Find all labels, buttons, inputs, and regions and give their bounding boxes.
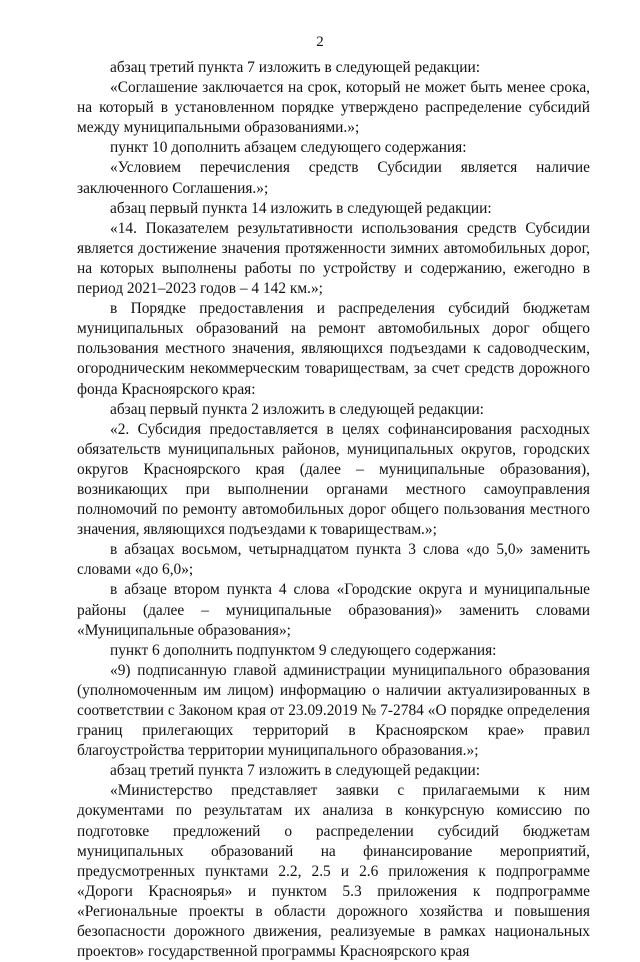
paragraph-5: абзац первый пункта 14 изложить в следующей редакции: — [110, 199, 492, 217]
paragraph-2: «Соглашение заключается на срок, который не может быть менее срока, на который в установленном порядке утверждено распределение субсидий между муниципальными образованиями.»; — [77, 79, 590, 137]
paragraph-11: в абзаце втором пункта 4 слова «Городские округа и муниципальные районы (далее – муниципальные образования)» заменить словами «Муниципальные образования»; — [77, 581, 590, 639]
paragraph-7: в Порядке предоставления и распределения субсидий бюджетам муниципальных образований на ремонт автомобильных дорог общего пользования местного значения, являющихся подъездами к садоводческим, огородническим некоммерческим товариществам, за счет средств дорожного фонда Красноярского края: — [77, 300, 590, 398]
paragraph-3: пункт 10 дополнить абзацем следующего содержания: — [110, 139, 467, 157]
paragraph-13: «9) подписанную главой администрации муниципального образования (уполномоченным им лицом) информацию о наличии актуализированных в соответствии с Законом края от 23.09.2019 № 7-2784 «О порядке определения границ прилегающих территорий в Красноярском крае» правил благоустройства территории муниципального образования.»; — [77, 661, 590, 760]
paragraph-14: абзац третий пункта 7 изложить в следующей редакции: — [110, 762, 480, 780]
paragraph-9: «2. Субсидия предоставляется в целях софинансирования расходных обязательств муниципальных районов, муниципальных округов, городских округов Красноярского края (далее – муниципальные образования), возникающих при выполнении органами местного самоуправления полномочий по ремонту автомобильных дорог общего пользования местного значения, являющихся подъездами к товариществам.»; — [77, 420, 590, 539]
paragraph-6: «14. Показателем результативности использования средств Субсидии является достижение значения протяженности зимних автомобильных дорог, на которых выполнены работы по устройству и содержанию, ежегодно в период 2021–2023 годов – 4 142 км.»; — [77, 219, 590, 298]
document-body — [77, 58, 590, 962]
paragraph-8: абзац первый пункта 2 изложить в следующей редакции: — [110, 400, 484, 418]
paragraph-4: «Условием перечисления средств Субсидии является наличие заключенного Соглашения.»; — [77, 159, 590, 197]
page-number: 2 — [316, 34, 324, 50]
paragraph-12: пункт 6 дополнить подпунктом 9 следующего содержания: — [110, 641, 497, 659]
paragraph-1: абзац третий пункта 7 изложить в следующей редакции: — [110, 59, 480, 76]
paragraph-15: «Министерство представляет заявки с прилагаемыми к ним документами по результатам их анализа в конкурсную комиссию по подготовке предложений о распределении субсидий бюджетам муниципальных образований на финансирование мероприятий, предусмотренных пунктами 2.2, 2.5 и 2.6 приложения к подпрограмме «Дороги Красноярья» и пунктом 5.3 приложения к подпрограмме «Региональные проекты в области дорожного хозяйства и повышения безопасности дорожного движения, реализуемые в рамках национальных проектов» государственной программы Красноярского края — [77, 782, 590, 961]
paragraph-10: в абзацах восьмом, четырнадцатом пункта 3 слова «до 5,0» заменить словами «до 6,0»; — [77, 541, 590, 579]
